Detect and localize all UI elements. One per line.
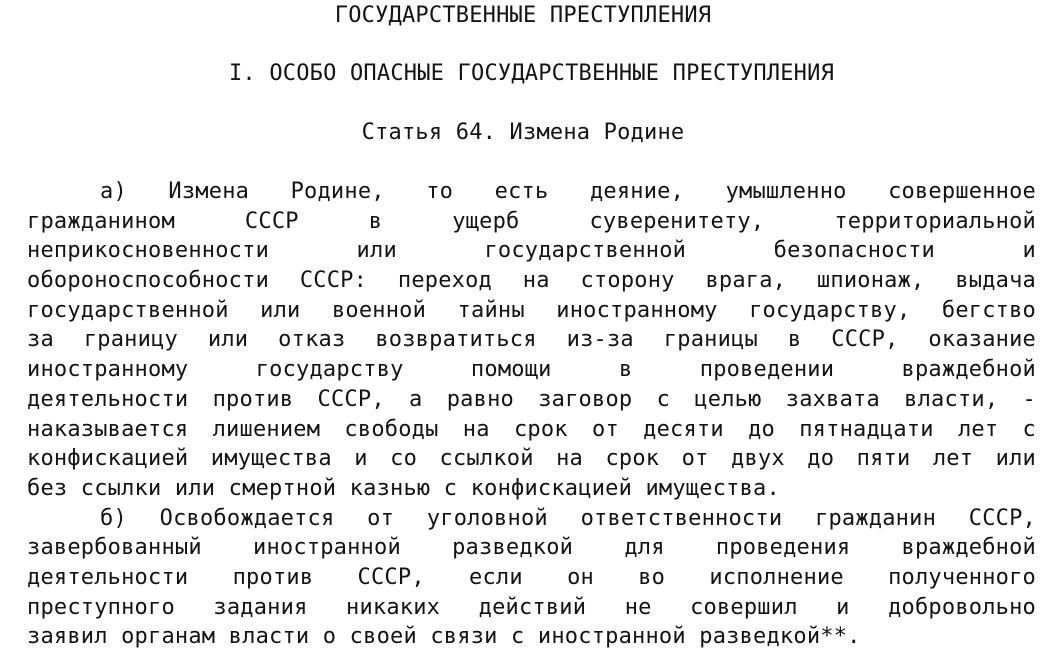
paragraph-a xyxy=(27,177,1036,504)
paragraph-line: завербованный иностранной разведкой для проведения враждебной xyxy=(27,535,1036,561)
paragraph-line: конфискацией имущества и со ссылкой на срок от двух до пяти лет или xyxy=(27,446,1036,472)
paragraph-line: за границу или отказ возвратиться из-за границы в СССР, оказание xyxy=(27,327,1036,353)
paragraph-line: б) Освобождается от уголовной ответственности гражданин СССР, xyxy=(100,505,1036,531)
article-title: Статья 64. Измена Родине xyxy=(361,120,685,145)
paragraph-line: гражданином СССР в ущерб суверенитету, территориальной xyxy=(27,208,1036,234)
paragraph-line: преступного задания никаких действий не совершил и добровольно xyxy=(27,594,1036,620)
chapter-title: ГОСУДАРСТВЕННЫЕ ПРЕСТУПЛЕНИЯ xyxy=(334,3,712,28)
paragraph-line: деятельности против СССР, а равно заговор с целью захвата власти, - xyxy=(27,386,1036,412)
paragraph-line: иностранному государству помощи в проведении враждебной xyxy=(27,357,1036,383)
paragraph-line: заявил органам власти о своей связи с иностранной разведкой**. xyxy=(27,624,861,650)
section-title: I. ОСОБО ОПАСНЫЕ ГОСУДАРСТВЕННЫЕ ПРЕСТУПЛЕНИЯ xyxy=(228,61,835,86)
paragraph-b xyxy=(27,504,1036,652)
article-body xyxy=(27,177,1036,652)
paragraph-line: неприкосновенности или государственной безопасности и xyxy=(27,238,1036,264)
paragraph-line: деятельности против СССР, если он во исполнение полученного xyxy=(27,564,1036,590)
paragraph-line: без ссылки или смертной казнью с конфискацией имущества. xyxy=(27,475,780,501)
paragraph-line: наказывается лишением свободы на срок от десяти до пятнадцати лет с xyxy=(27,416,1036,442)
paragraph-line: обороноспособности СССР: переход на сторону врага, шпионаж, выдача xyxy=(27,268,1036,294)
paragraph-line: а) Измена Родине, то есть деяние, умышленно совершенное xyxy=(100,179,1036,204)
paragraph-line: государственной или военной тайны иностранному государству, бегство xyxy=(27,297,1036,323)
